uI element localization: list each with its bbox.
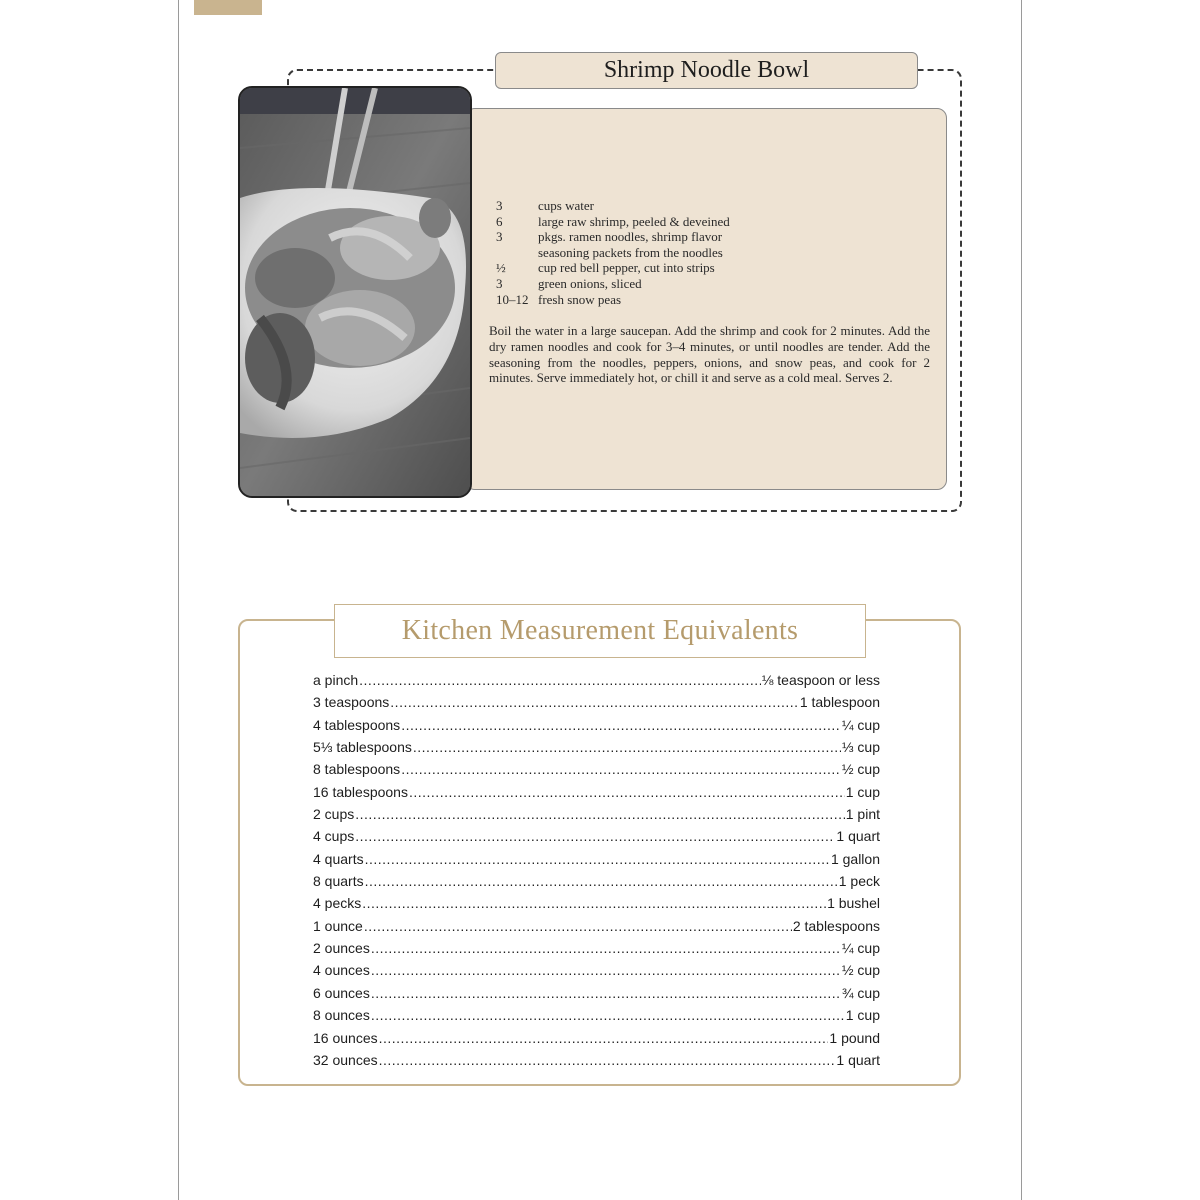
dot-leader: [364, 918, 792, 934]
dot-leader: [362, 895, 826, 911]
measurement-row: [313, 717, 880, 739]
ingredient-qty: 3: [496, 229, 503, 245]
measurement-equivalent: ½ cup: [841, 761, 880, 778]
ingredient-text: cup red bell pepper, cut into strips: [538, 260, 715, 276]
measurement-title-box: [334, 604, 866, 658]
ingredient-text: cups water: [538, 198, 594, 213]
measurement-amount: 16 ounces: [313, 1029, 378, 1046]
measurement-amount: a pinch: [313, 672, 359, 688]
measurement-amount: 4 ounces: [313, 962, 370, 979]
dot-leader: [371, 985, 841, 1001]
dot-leader: [365, 851, 830, 867]
recipe-title-box: [495, 52, 918, 89]
measurement-equivalent: ¾ cup: [841, 984, 880, 1001]
measurement-list: [313, 672, 880, 1074]
measurement-amount: 5⅓ tablespoons: [313, 739, 412, 756]
ingredient-qty: 6: [496, 213, 503, 229]
measurement-equivalent: 1 peck: [838, 873, 880, 890]
measurement-equivalent: ¼ cup: [841, 716, 880, 733]
measurement-equivalent: 1 pint: [845, 806, 880, 823]
ingredient-text: fresh snow peas: [538, 291, 622, 307]
measurement-amount: 6 ounces: [313, 984, 370, 1001]
dot-leader: [355, 806, 845, 822]
measurement-amount: 4 pecks: [313, 895, 362, 912]
measurement-row: [313, 806, 880, 828]
shrimp-noodle-bowl-photo: [238, 86, 472, 498]
measurement-equivalent: 1 gallon: [830, 850, 880, 867]
measurement-equivalent: 2 tablespoons: [792, 917, 880, 934]
ingredient-row: [496, 229, 936, 245]
measurement-row: [313, 694, 880, 716]
measurement-row: [313, 672, 880, 694]
measurement-amount: 8 ounces: [313, 1007, 370, 1024]
measurement-row: [313, 962, 880, 984]
recipe-directions: Boil the water in a large saucepan. Add the shrimp and cook for 2 minutes. Add the dry ramen noodles and cook for 3–4 minutes, or until noodles are tender. Add the seasoning from the noodles, peppers, onions, and snow peas, and cook for 2 minutes. Serve immediately hot, or chill it and serve as a cold meal. Serves 2.: [489, 323, 930, 386]
ingredient-text: pkgs. ramen noodles, shrimp flavor: [538, 229, 723, 245]
dot-leader: [379, 1030, 829, 1046]
ingredient-text: green onions, sliced: [538, 275, 642, 291]
photo-illustration: [240, 88, 470, 496]
ingredient-qty: 10–12: [496, 291, 529, 307]
dot-leader: [379, 1052, 836, 1068]
ingredient-row: [496, 260, 936, 276]
ingredient-row: [496, 214, 936, 230]
dot-leader: [355, 828, 835, 844]
measurement-amount: 32 ounces: [313, 1051, 378, 1068]
measurement-amount: 8 tablespoons: [313, 761, 401, 778]
measurement-amount: 4 quarts: [313, 850, 364, 867]
ingredient-row: [496, 245, 936, 261]
measurement-equivalent: 1 quart: [836, 1051, 880, 1068]
dot-leader: [371, 1007, 845, 1023]
measurement-amount: 8 quarts: [313, 873, 364, 890]
measurement-amount: 2 ounces: [313, 940, 370, 957]
measurement-amount: 1 ounce: [313, 917, 363, 934]
ingredient-row: [496, 276, 936, 292]
measurement-equivalent: ⅓ cup: [841, 739, 880, 756]
measurement-row: [313, 828, 880, 850]
measurement-amount: 3 teaspoons: [313, 694, 390, 711]
measurement-equivalent: 1 bushel: [827, 895, 880, 912]
dot-leader: [409, 784, 845, 800]
measurement-amount: 16 tablespoons: [313, 783, 408, 800]
measurement-equivalent: ¼ cup: [841, 940, 880, 957]
dot-leader: [390, 694, 799, 710]
measurement-row: [313, 895, 880, 917]
ingredient-qty: [496, 245, 538, 261]
dot-leader: [359, 672, 761, 688]
measurement-title: Kitchen Measurement Equivalents: [401, 615, 799, 646]
measurement-equivalent: 1 quart: [836, 828, 880, 845]
recipe-title: Shrimp Noodle Bowl: [603, 57, 810, 83]
dot-leader: [401, 717, 841, 733]
measurement-equivalent: ⅛ teaspoon or less: [761, 672, 880, 688]
measurement-equivalent: 1 tablespoon: [799, 694, 880, 711]
dot-leader: [371, 962, 841, 978]
dot-leader: [371, 940, 841, 956]
measurement-row: [313, 851, 880, 873]
measurement-row: [313, 761, 880, 783]
ingredient-qty: 3: [496, 198, 503, 213]
ingredient-text: seasoning packets from the noodles: [538, 244, 723, 260]
measurement-row: [313, 918, 880, 940]
measurement-row: [313, 739, 880, 761]
measurement-row: [313, 1052, 880, 1074]
ingredient-text: large raw shrimp, peeled & deveined: [538, 213, 730, 229]
measurement-amount: 4 cups: [313, 828, 355, 845]
ingredient-row: [496, 292, 936, 308]
ingredient-row: [496, 198, 936, 214]
measurement-equivalent: 1 cup: [845, 783, 880, 800]
page-corner-tab: [194, 0, 262, 15]
measurement-row: [313, 873, 880, 895]
dot-leader: [365, 873, 838, 889]
ingredient-qty: ½: [496, 260, 506, 276]
measurement-amount: 4 tablespoons: [313, 716, 401, 733]
dot-leader: [413, 739, 841, 755]
measurement-equivalent: 1 cup: [845, 1007, 880, 1024]
ingredient-list: [496, 198, 936, 307]
measurement-amount: 2 cups: [313, 806, 355, 823]
measurement-row: [313, 985, 880, 1007]
measurement-row: [313, 1030, 880, 1052]
measurement-row: [313, 1007, 880, 1029]
ingredient-qty: 3: [496, 275, 503, 291]
dot-leader: [401, 761, 841, 777]
measurement-equivalent: 1 pound: [829, 1029, 880, 1046]
measurement-row: [313, 784, 880, 806]
measurement-equivalent: ½ cup: [841, 962, 880, 979]
measurement-row: [313, 940, 880, 962]
